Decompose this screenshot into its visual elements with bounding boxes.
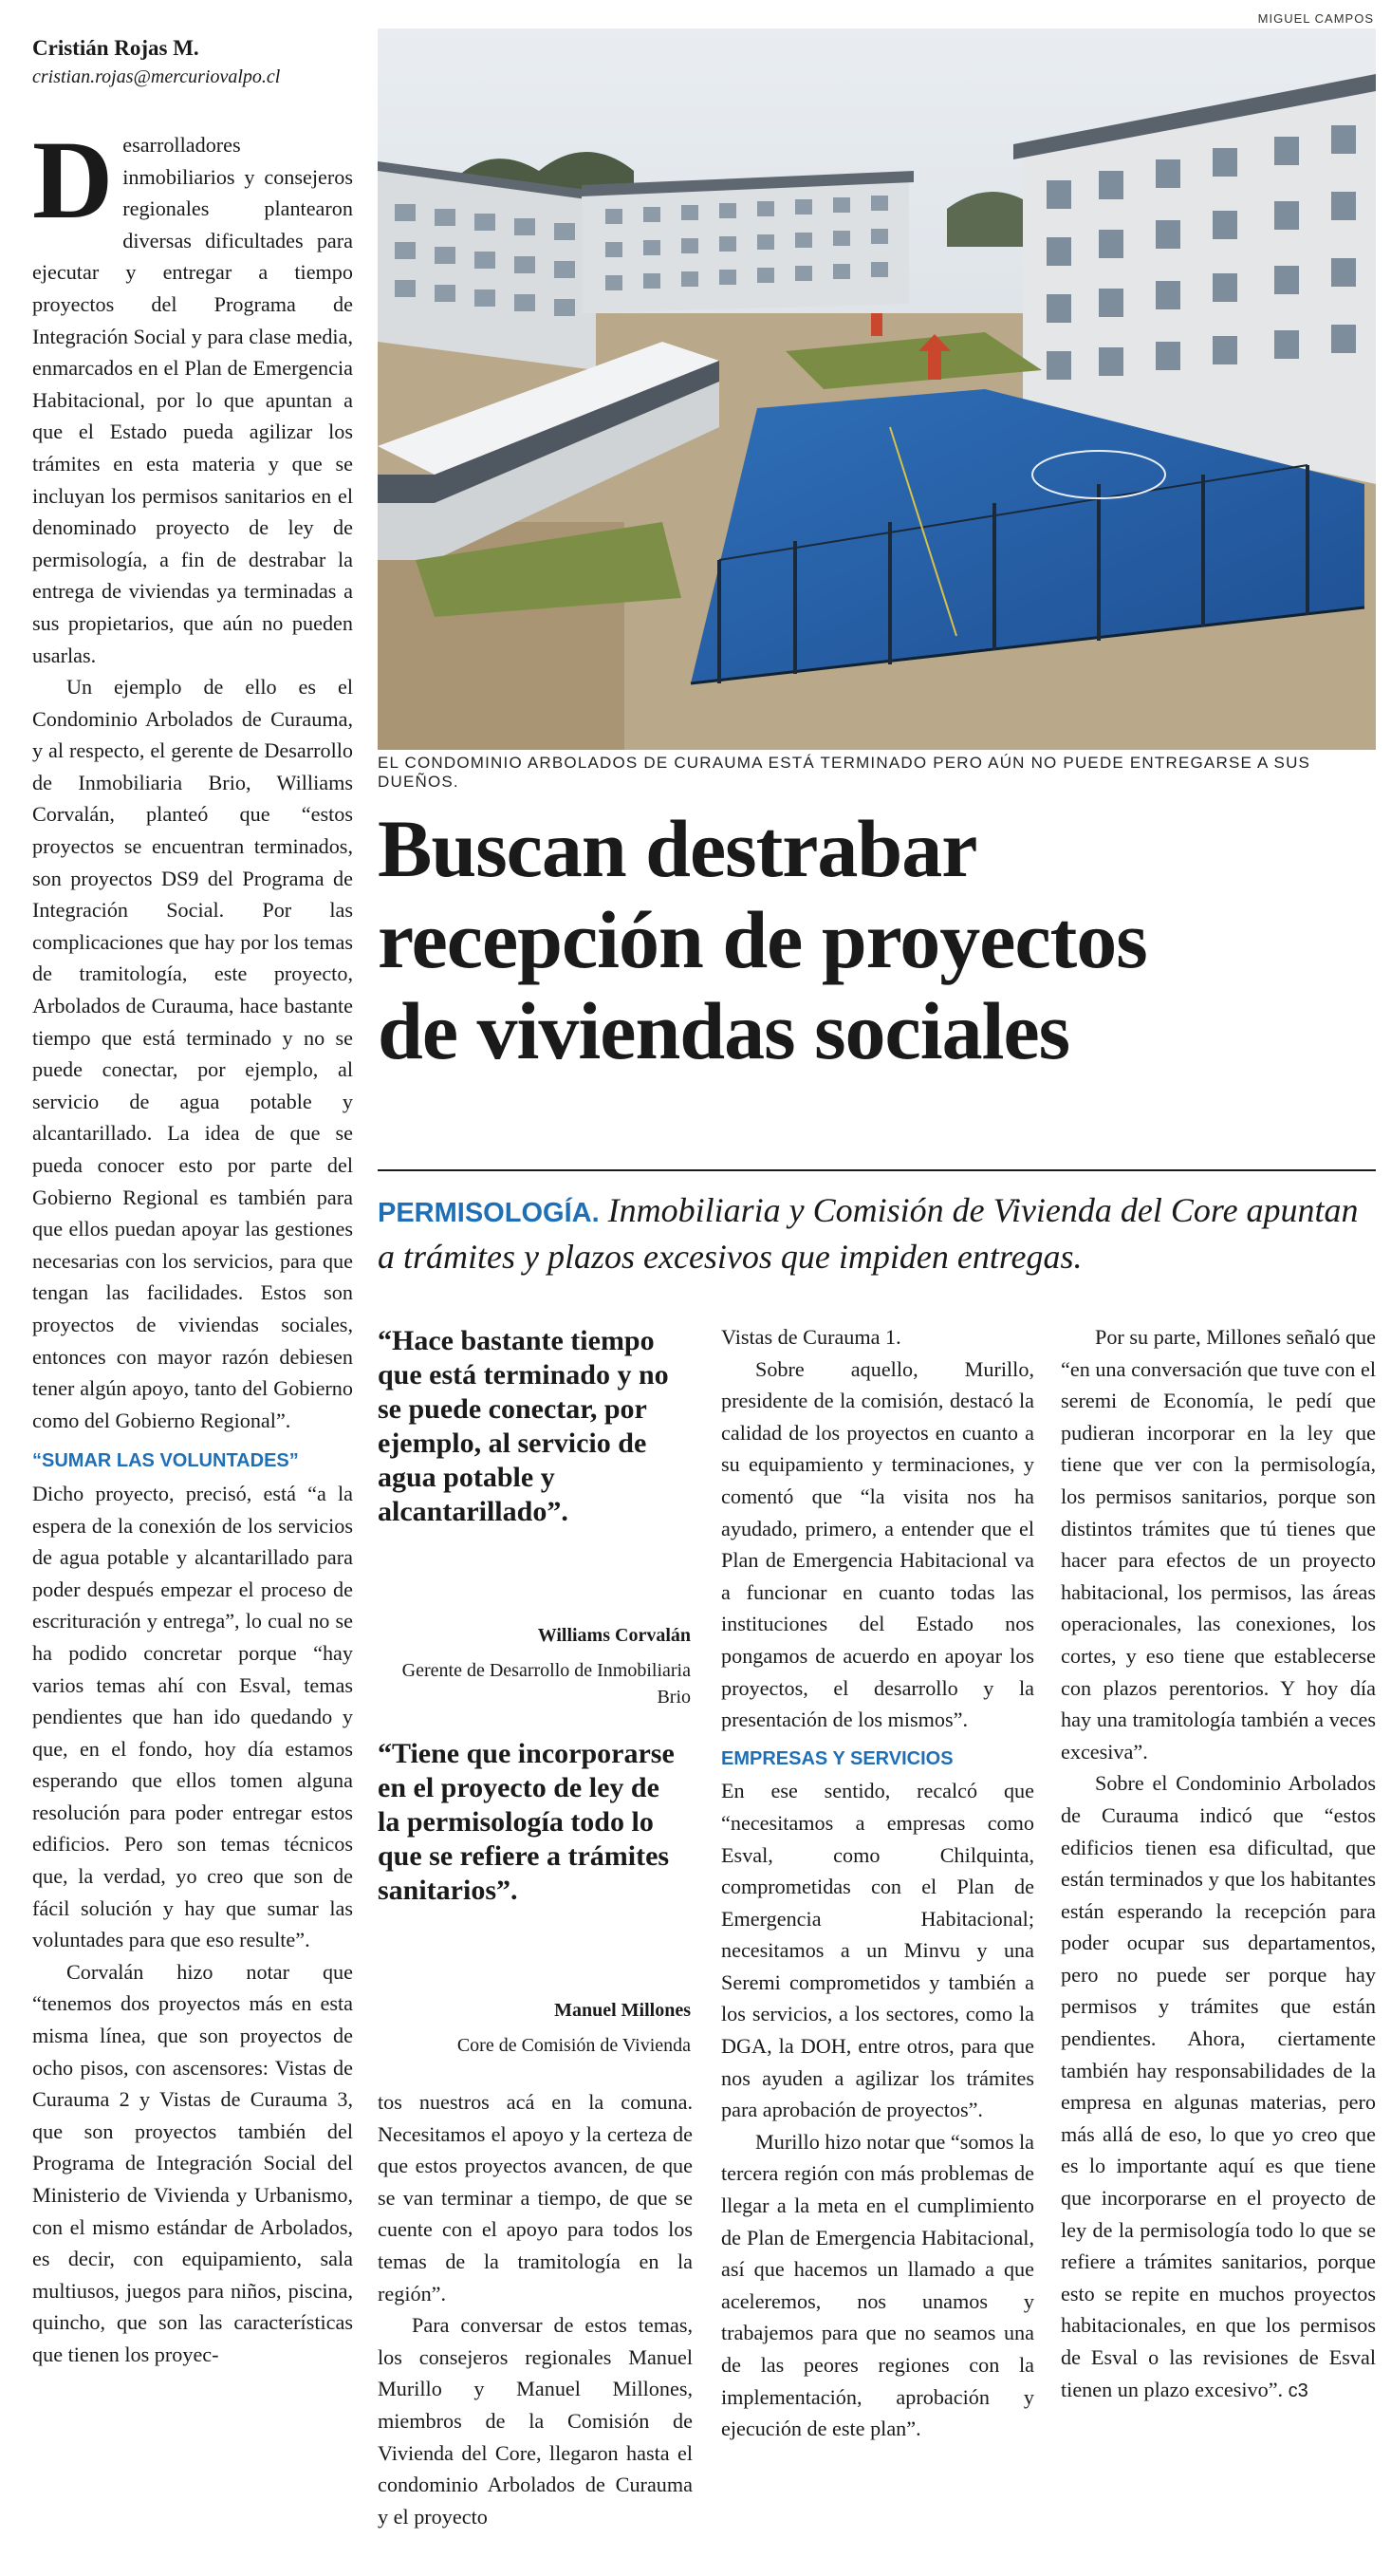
paragraph: tos nuestros acá en la comuna. Necesitamos el apoyo y la certeza de que estos proyectos avancen, de que se van terminar a tiempo, de que se cuente con el apoyo para todos los temas de la tramitología en la región”.: [378, 2090, 693, 2305]
article-photo: [378, 28, 1376, 750]
pull-quote-2: “Tiene que incorporarse en el proyecto de ley de la permisología todo lo que se refiere a trámites sanitarios”.: [378, 1738, 675, 1906]
quote-source-role: Gerente de Desarrollo de Inmobiliaria Brio: [401, 1660, 691, 1708]
paragraph: En ese sentido, recalcó que “necesitamos a empresas como Esval, como Chilquinta, comprometidas con el Plan de Emergencia Habitacional; necesitamos a un Minvu y una Seremi comprometidos y también a los servicios, a los sectores, como la DGA, la DOH, entre otros, para que nos ayuden a agilizar los trámites para aprobación de proyectos”.: [721, 1779, 1034, 2122]
article-column-3: [721, 1321, 1034, 2445]
paragraph: Corvalán hizo notar que “tenemos dos proyectos más en esta misma línea, que son proyectos de ocho pisos, con ascensores: Vistas de Curauma 2 y Vistas de Curauma 3, que son proyectos también del Programa de Integración Social del Ministerio de Vivienda y Urbanismo, con el mismo estándar de Arbolados, es decir, con equipamiento, sala multiusos, juegos para niños, piscina, quincho, que son las características que tienen los proyec-: [32, 1959, 353, 2366]
paragraph: Para conversar de estos temas, los consejeros regionales Manuel Murillo y Manuel Millones, miembros de la Comisión de Vivienda del Core, llegaron hasta el condominio Arbolados de Curauma y el proyecto: [378, 2313, 693, 2529]
paragraph-text: Sobre el Condominio Arbolados de Curauma indicó que “estos edificios tienen esa dificultad, que están terminados y que los habitantes están esperando la recepción para poder ocupar sus departamentos, pero no puede ser porque hay permisos y trámites que están pendientes. Ahora, ciertamente también hay responsabilidades de la empresa en algunas materias, pero más allá de eso, lo que yo creo que es lo importante aquí es que tiene que incorporarse en el proyecto de ley de la permisología todo lo que se refiere a trámites sanitarios, porque esto se repite en muchos proyectos habitacionales, en que los permisos de Esval o las revisiones de Esval tienen un plazo excesivo”.: [1061, 1771, 1376, 2401]
article-column-4: [1061, 1321, 1376, 2407]
headline: [378, 803, 1383, 1076]
paragraph: Un ejemplo de ello es el Condominio Arbolados de Curauma, y al respecto, el gerente de Desarrollo de Inmobiliaria Brio, Williams Corvalán, planteó que “estos proyectos se encuentran terminados, son proyectos DS9 del Programa de Integración Social. Por las complicaciones que hay por los temas de tramitología, este proyecto, Arbolados de Curauma, hace bastante tiempo que está terminado y no se puede conectar, por ejemplo, al servicio de agua potable y alcantarillado. La idea de que se pueda conocer esto por parte del Gobierno Regional es también para que ellos puedan apoyar las gestiones necesarias con los servicios, para que tengan las facilidades. Estos son proyectos de viviendas sociales, entonces con mayor razón debiesen tener algún apoyo, tanto del Gobierno como del Gobierno Regional”.: [32, 675, 353, 1432]
paragraph: Sobre aquello, Murillo, presidente de la comisión, destacó la calidad de los proyectos en cuanto a su equipamiento y terminaciones, y comentó que “la visita nos ha ayudado, primero, a entender que el Plan de Emergencia Habitacional va a funcionar en cuanto todas las instituciones del Estado nos pongamos de acuerdo en apoyar los proyectos, el desarrollo y la presentación de los mismos”.: [721, 1356, 1034, 1732]
author-name: Cristián Rojas M.: [32, 36, 199, 60]
drop-cap: D: [32, 118, 114, 242]
section-subhead: “SUMAR LAS VOLUNTADES”: [32, 1450, 299, 1472]
end-mark: c3: [1288, 2380, 1308, 2401]
quote-source-role: Core de Comisión de Vivienda: [456, 2035, 691, 2056]
headline-line: Buscan destrabar: [378, 803, 977, 894]
article-column-2: [378, 2086, 693, 2532]
paragraph: Dicho proyecto, precisó, está “a la espera de la conexión de los servicios de agua potable y alcantarillado para poder después empezar el proceso de escrituración y entrega”, lo cual no se ha podido concretar porque “hay varios temas ahí con Esval, temas pendientes que han ido quedando y que, en el fondo, hoy día estamos esperando que ellos tomen alguna resolución para poder entregar estos edificios. Pero son temas técnicos que, la verdad, yo creo que son de fácil solución y hay que sumar las voluntades para que eso resulte”.: [32, 1481, 353, 1952]
quote-source-name: Williams Corvalán: [537, 1625, 691, 1646]
lead-paragraph: [32, 118, 353, 671]
quote-source-name: Manuel Millones: [554, 2000, 691, 2021]
photo-caption: EL CONDOMINIO ARBOLADOS DE CURAUMA ESTÁ TERMINADO PERO AÚN NO PUEDE ENTREGARSE A SUS DUEÑOS.: [378, 754, 1311, 791]
article-column-1: [32, 118, 353, 2371]
pull-quote-1: “Hace bastante tiempo que está terminado y no se puede conectar, por ejemplo, al servicio de agua potable y alcantarillado”.: [378, 1325, 669, 1527]
paragraph: Vistas de Curauma 1.: [721, 1325, 901, 1349]
paragraph: Por su parte, Millones señaló que “en una conversación que tuve con el seremi de Economía, le pedí que pudieran incorporar en la ley que tiene que ver con la permisología, los permisos sanitarios, porque son distintos trámites que tú tienes que hacer para efectos de un proyecto habitacional, los permisos, las áreas operacionales, las conexiones, los cortes, y eso tiene que establecerse con plazos perentorios. Y hoy día hay una tramitología también a veces excesiva”.: [1061, 1325, 1376, 1764]
deck-kicker: PERMISOLOGÍA.: [378, 1198, 600, 1228]
headline-line: de viviendas sociales: [378, 985, 1070, 1076]
paragraph: Murillo hizo notar que “somos la tercera región con más problemas de llegar a la meta en el cumplimiento de Plan de Emergencia Habitacional, así que hacemos un llamado a que aceleremos, nos unamos y trabajemos para que no seamos una de las peores regiones con la implementación, aprobación y ejecución de este plan”.: [721, 2129, 1034, 2441]
paragraph-text: esarrolladores inmobiliarios y consejeros regionales plantearon diversas dificultades para ejecutar y entregar a tiempo proyectos del Programa de Integración Social y para clase media, enmarcados en el Plan de Emergencia Habitacional, por lo que apuntan a que el Estado pueda agilizar los trámites en esta materia y que se incluyan los permisos sanitarios en el denominado proyecto de ley de permisología, a fin de destrabar la entrega de viviendas ya terminadas a sus propietarios, que aún no pueden usarlas.: [32, 133, 353, 667]
author-email: cristian.rojas@mercuriovalpo.cl: [32, 66, 281, 87]
condominium-illustration: [378, 28, 1376, 750]
paragraph: [1061, 1767, 1376, 2407]
deck-rule: [378, 1169, 1376, 1171]
photo-credit: MIGUEL CAMPOS: [1257, 11, 1374, 26]
deck: [378, 1188, 1383, 1279]
headline-line: recepción de proyectos: [378, 894, 1147, 985]
deck-text: Inmobiliaria y Comisión de Vivienda del Core apuntan a trámites y plazos excesivos que impiden entregas.: [378, 1191, 1359, 1276]
section-subhead: EMPRESAS Y SERVICIOS: [721, 1747, 954, 1769]
